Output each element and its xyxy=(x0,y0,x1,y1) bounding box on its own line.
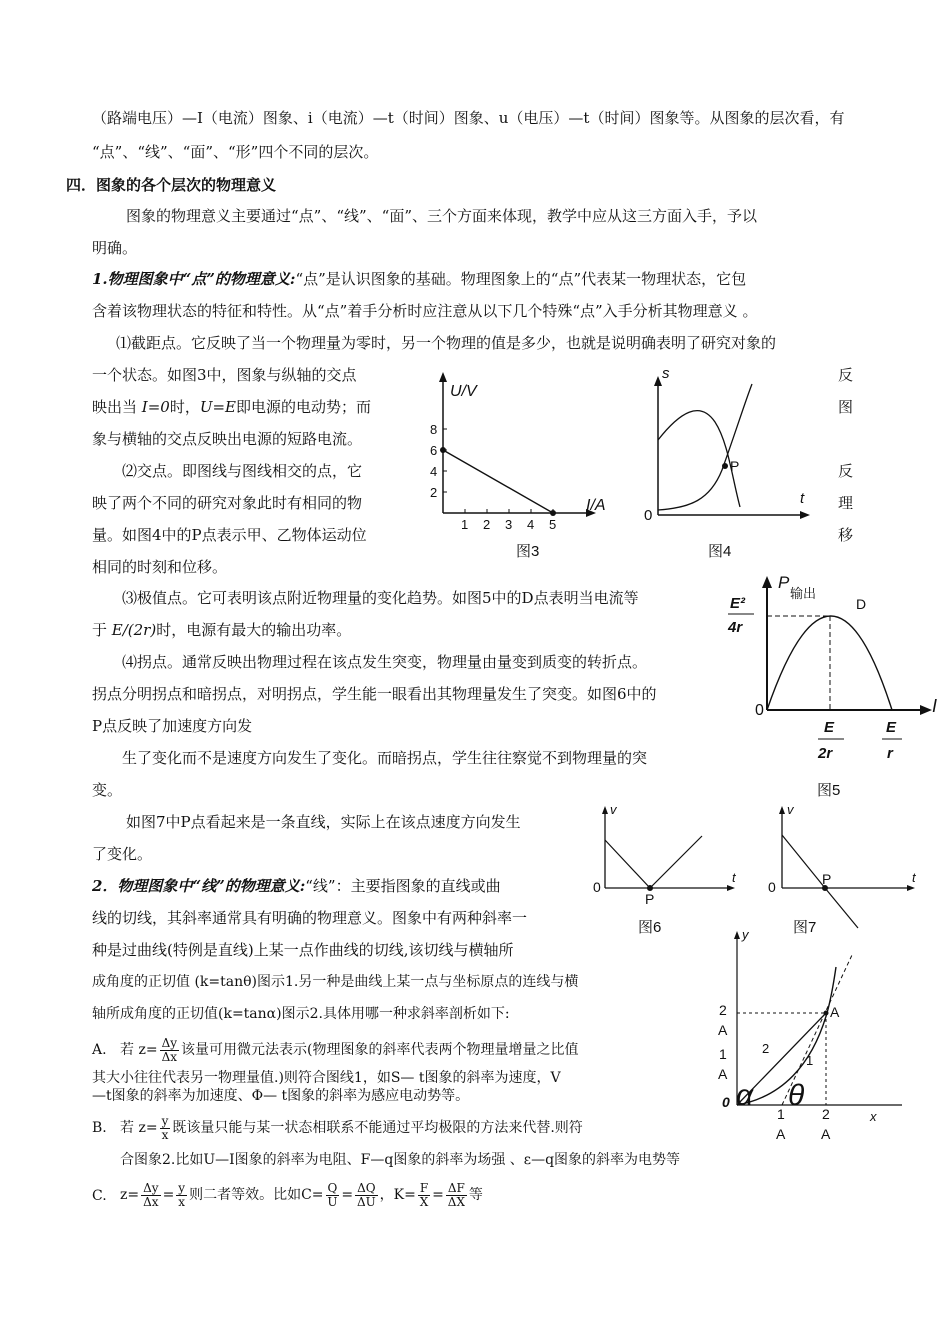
origin-label: 0 xyxy=(768,879,776,895)
denominator: X xyxy=(419,1194,429,1209)
para-line: P点反映了加速度方向发 xyxy=(92,717,253,735)
x-axis-label: t xyxy=(800,490,805,507)
x-axis-label: t xyxy=(912,870,916,885)
para-line: 成角度的正切值 (k=tanθ)图示1.另一种是曲线上某一点与坐标原点的连线与横 xyxy=(92,974,579,990)
fraction xyxy=(160,1037,179,1064)
para-line: 量。如图4中的P点表示甲、乙物体运动位 xyxy=(92,526,367,544)
y-arrow xyxy=(602,806,608,814)
y-tick-label: A xyxy=(718,1066,728,1082)
math-text: I=0 xyxy=(141,398,170,416)
para-line: 线的切线，其斜率通常具有明确的物理意义。图象中有两种斜率一 xyxy=(92,909,528,927)
text: 若 z= xyxy=(120,1120,158,1136)
y-frac-den: 4r xyxy=(728,619,743,636)
para-line: （路端电压）—I（电流）图象、i（电流）—t（时间）图象、u（电压）—t（时间）图象等。从图象的层次看，有 xyxy=(92,109,845,127)
x2-frac-num: E xyxy=(886,719,897,736)
numerator: Δy xyxy=(143,1180,159,1195)
cut-text: 反 xyxy=(838,462,854,480)
x-tick-label: 2 xyxy=(822,1106,830,1122)
numerator: ΔQ xyxy=(357,1180,376,1195)
numerator: ΔF xyxy=(447,1180,465,1195)
subsection-line xyxy=(92,876,501,896)
y-axis-subscript: 输出 xyxy=(790,586,817,601)
text: 若 z= xyxy=(120,1042,158,1058)
text: 映出当 xyxy=(92,398,142,416)
y-axis-label: v xyxy=(787,802,794,817)
math-text: E/(2r) xyxy=(111,621,157,639)
figure-5 xyxy=(722,572,947,802)
y-axis-label: s xyxy=(662,365,670,382)
y-frac-num: E² xyxy=(730,595,745,612)
intercept-point xyxy=(550,510,556,516)
para-line: 如图7中P点看起来是一条直线，实际上在该点速度方向发生 xyxy=(126,813,521,831)
denominator: Δx xyxy=(143,1194,159,1209)
fraction xyxy=(418,1182,430,1209)
para-line: 变。 xyxy=(92,781,123,799)
denominator: Δx xyxy=(161,1049,177,1064)
fraction xyxy=(160,1115,171,1142)
text: 既该量只能与某一状态相联系不能通过平均极限的方法来代替.则符 xyxy=(172,1120,583,1136)
para-line: “点”、“线”、“面”、“形”四个不同的层次。 xyxy=(92,143,379,161)
line-label: 2 xyxy=(762,1041,770,1056)
v-line xyxy=(825,888,858,928)
cut-text: 移 xyxy=(838,526,854,544)
curve-b xyxy=(658,384,752,510)
curve-a xyxy=(658,411,740,507)
item-line xyxy=(120,1036,578,1064)
origin-label: 0 xyxy=(755,702,764,719)
y-arrow xyxy=(439,372,447,382)
x-axis-label: x xyxy=(870,1109,877,1124)
y-ticks xyxy=(430,422,447,500)
item-line xyxy=(120,1114,583,1142)
x2-frac-den: r xyxy=(887,745,893,762)
math-text: U=E xyxy=(199,398,237,416)
x-tick-label: 3 xyxy=(505,517,513,532)
x-tick-label: 5 xyxy=(549,517,557,532)
x-tick-label: A xyxy=(821,1126,831,1142)
section-heading: 四．图象的各个层次的物理意义 xyxy=(66,176,277,194)
text: = xyxy=(432,1187,444,1203)
numerator: y xyxy=(178,1180,186,1195)
origin-label: 0 xyxy=(644,507,653,524)
figure-caption: 图6 xyxy=(638,919,662,936)
x-arrow xyxy=(907,885,915,891)
point-label: P xyxy=(822,871,832,887)
subsection-title: 1.物理图象中“点”的物理意义: xyxy=(92,270,296,288)
para-line: 种是过曲线(特例是直线)上某一点作曲线的切线,该切线与横轴所 xyxy=(92,941,514,959)
text: z= xyxy=(120,1187,140,1203)
y-tick-label: 6 xyxy=(430,443,438,458)
para-line: ⑶极值点。它可表明该点附近物理量的变化趋势。如图5中的D点表明当电流等 xyxy=(122,589,639,607)
origin-label: 0 xyxy=(593,879,601,895)
para-line: 轴所成角度的正切值(k=tanα)图示2.具体用哪一种求斜率剖析如下: xyxy=(92,1006,510,1022)
power-curve xyxy=(767,616,892,710)
text: 时，电源有最大的输出功率。 xyxy=(156,621,352,639)
y-tick-label: 8 xyxy=(430,422,438,437)
fraction xyxy=(355,1182,378,1209)
denominator: ΔX xyxy=(447,1194,465,1209)
cut-text: 图 xyxy=(838,398,854,416)
para-line: 象与横轴的交点反映出电源的短路电流。 xyxy=(92,430,363,448)
text: ，K= xyxy=(379,1187,416,1203)
subsection-title: 2．物理图象中“线”的物理意义: xyxy=(92,877,306,895)
x1-fraction xyxy=(817,719,844,762)
item-line: —t图象的斜率为加速度、Φ— t图象的斜率为感应电动势等。 xyxy=(92,1088,470,1104)
cut-text: 反 xyxy=(838,366,854,384)
para-line: ⑷拐点。通常反映出物理过程在该点发生突变，物理量由量变到质变的转折点。 xyxy=(122,653,648,671)
alpha-symbol: α xyxy=(736,1079,754,1112)
fraction xyxy=(176,1182,187,1209)
para-line: 含着该物理状态的特征和特性。从“点”着手分析时应注意从以下几个特殊“点”入手分析其物理意义 。 xyxy=(92,302,758,320)
para-line: 拐点分明拐点和暗拐点，对明拐点，学生能一眼看出其物理量发生了突变。如图6中的 xyxy=(92,685,657,703)
line-label: 1 xyxy=(806,1053,814,1068)
text: 该量可用微元法表示(物理图象的斜率代表两个物理量增量之比值 xyxy=(181,1042,579,1058)
para-line xyxy=(92,397,371,417)
y-axis-label: P xyxy=(778,573,790,592)
fraction xyxy=(141,1182,160,1209)
text: 即电源的电动势；而 xyxy=(236,398,372,416)
figure-caption: 图3 xyxy=(516,543,540,560)
item-label: B. xyxy=(92,1120,107,1136)
x-arrow xyxy=(920,705,932,715)
para-line: 明确。 xyxy=(92,239,138,257)
y-fraction xyxy=(727,595,754,636)
fraction xyxy=(446,1182,467,1209)
y-axis-label: y xyxy=(742,927,749,942)
text: 时， xyxy=(169,398,200,416)
y-arrow xyxy=(779,806,785,814)
figure-caption: 图7 xyxy=(793,919,817,936)
slope-diagram xyxy=(712,925,922,1145)
para-line: 相同的时刻和位移。 xyxy=(92,558,228,576)
y-axis-label: v xyxy=(610,802,617,817)
subsection-text: “线”：主要指图象的直线或曲 xyxy=(305,877,501,895)
text: 于 xyxy=(92,621,112,639)
figure-caption: 图5 xyxy=(817,782,841,799)
y-tick-label: 2 xyxy=(719,1002,727,1018)
para-line: 图象的物理意义主要通过“点”、“线”、“面”、三个方面来体现，教学中应从这三方面入手，予以 xyxy=(126,207,758,225)
item-line xyxy=(120,1180,483,1210)
numerator: F xyxy=(419,1180,429,1195)
text: = xyxy=(341,1187,354,1203)
figure-4 xyxy=(640,362,820,558)
x-tick-label: 4 xyxy=(527,517,535,532)
denominator: x xyxy=(178,1194,186,1209)
y-tick-label: 4 xyxy=(430,464,438,479)
figure-6 xyxy=(590,800,750,940)
x-arrow xyxy=(800,511,810,519)
ui-line xyxy=(443,450,553,513)
intercept-point xyxy=(440,447,446,453)
item-label: A. xyxy=(92,1042,107,1058)
y-arrow xyxy=(762,576,772,588)
para-line: 一个状态。如图3中，图象与纵轴的交点 xyxy=(92,366,357,384)
para-line: 生了变化而不是速度方向发生了变化。而暗拐点，学生往往察觉不到物理量的突 xyxy=(122,749,648,767)
point-label: D xyxy=(856,596,867,612)
numerator: y xyxy=(161,1113,169,1128)
origin-label: 0 xyxy=(722,1094,730,1110)
subsection-text: “点”是认识图象的基础。物理图象上的“点”代表某一物理状态，它包 xyxy=(295,270,747,288)
cut-text: 理 xyxy=(838,494,854,512)
figure-7 xyxy=(760,800,930,940)
para-line xyxy=(92,620,351,640)
denominator: x xyxy=(161,1127,169,1142)
x1-frac-num: E xyxy=(824,719,835,736)
y-tick-label: 2 xyxy=(430,485,438,500)
v-line xyxy=(782,835,825,888)
y-arrow xyxy=(654,376,662,386)
x-tick-label: A xyxy=(776,1126,786,1142)
figure-caption: 图4 xyxy=(708,543,732,560)
para-line: 了变化。 xyxy=(92,845,153,863)
text: 则二者等效。比如C= xyxy=(189,1187,324,1203)
x-tick-label: 2 xyxy=(483,517,491,532)
denominator: ΔU xyxy=(356,1194,376,1209)
item-line: 其大小往往代表另一物理量值.)则符合图线1，如S— t图象的斜率为速度，V xyxy=(92,1070,561,1086)
item-label: C. xyxy=(92,1188,107,1204)
y-arrow xyxy=(734,931,740,939)
para-line: 映了两个不同的研究对象此时有相同的物 xyxy=(92,494,363,512)
intersection-point xyxy=(722,463,728,469)
text: = xyxy=(162,1187,175,1203)
para-line: ⑴截距点。它反映了当一个物理量为零时，另一个物理的值是多少，也就是说明确表明了研究对象的 xyxy=(116,334,777,352)
y-tick-label: 1 xyxy=(719,1046,727,1062)
point-label: P xyxy=(645,891,655,907)
x1-frac-den: 2r xyxy=(818,745,833,762)
fraction xyxy=(326,1182,340,1209)
x-tick-label: 1 xyxy=(777,1106,785,1122)
theta-symbol: θ xyxy=(788,1079,805,1112)
x2-fraction xyxy=(882,719,902,762)
subsection-line xyxy=(92,269,746,289)
x-axis-label: I/A xyxy=(586,497,606,514)
y-axis-label: U/V xyxy=(450,383,477,400)
x-arrow xyxy=(727,885,735,891)
x-axis-label: t xyxy=(732,870,736,885)
figure-3 xyxy=(420,368,620,558)
numerator: Q xyxy=(327,1180,338,1195)
point-label: P xyxy=(730,458,740,474)
point-a xyxy=(824,1011,829,1016)
point-label: A xyxy=(830,1004,840,1020)
text: 等 xyxy=(468,1187,483,1203)
x-tick-label: 1 xyxy=(461,517,469,532)
denominator: U xyxy=(327,1194,338,1209)
para-line: ⑵交点。即图线与图线相交的点，它 xyxy=(122,462,363,480)
x-axis-label: I xyxy=(932,696,938,716)
v-curve xyxy=(605,836,702,888)
numerator: Δy xyxy=(161,1035,178,1050)
item-line: 合图象2.比如U—I图象的斜率为电阻、F—q图象的斜率为场强 、ε—q图象的斜率为电势等 xyxy=(120,1152,681,1168)
y-tick-label: A xyxy=(718,1022,728,1038)
